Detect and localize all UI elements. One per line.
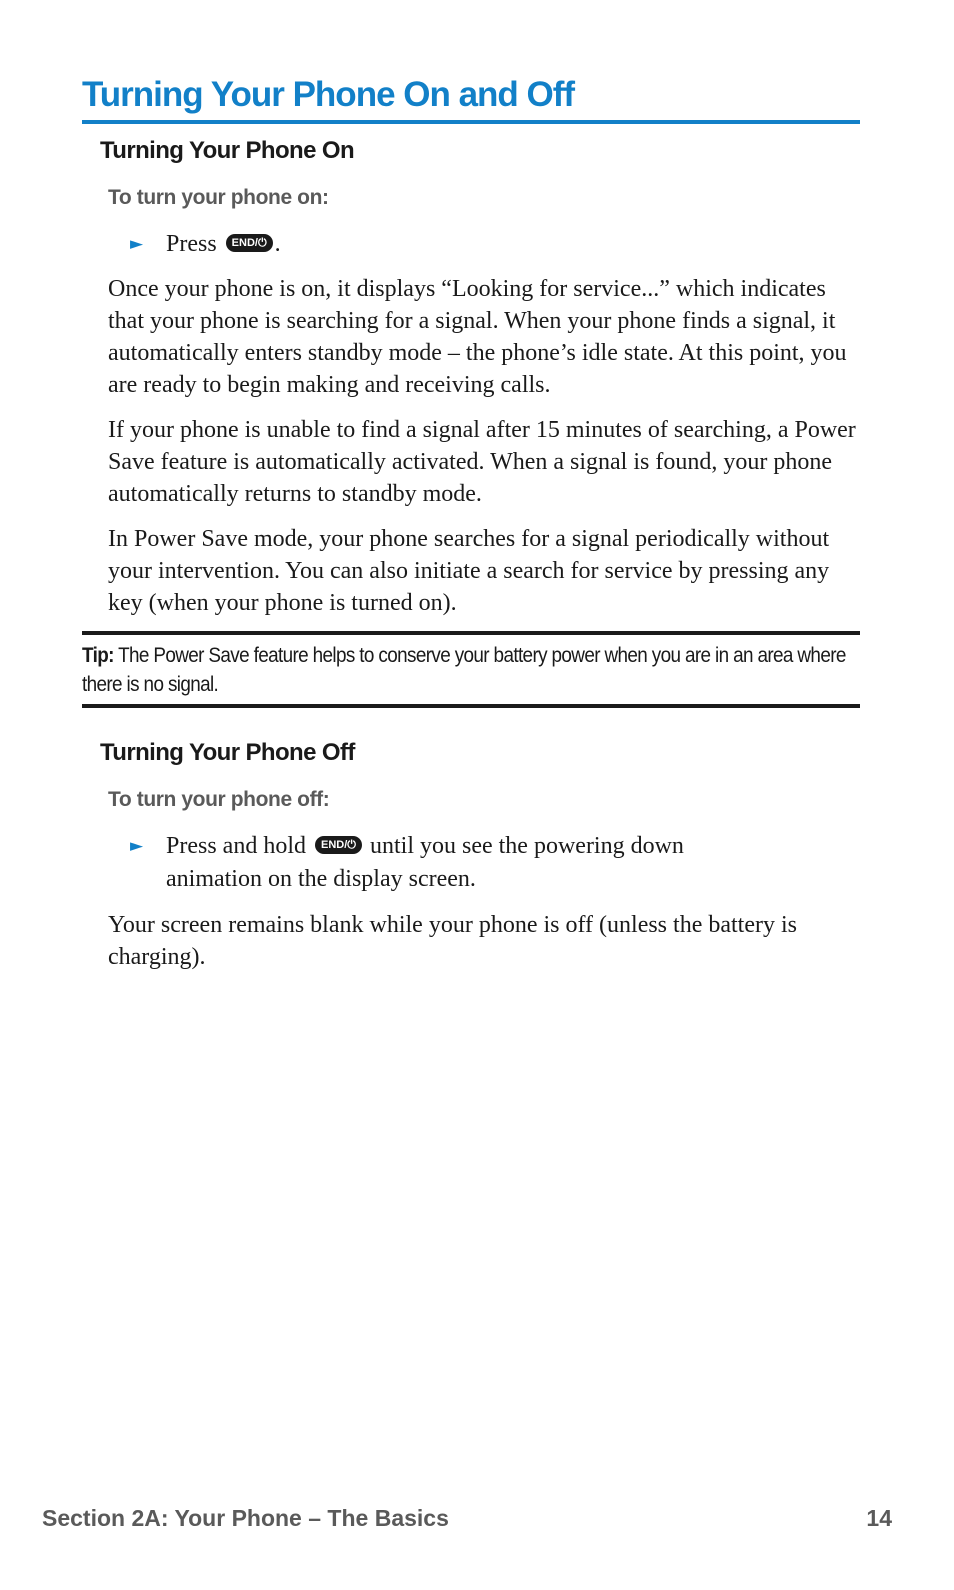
bullet-arrow-icon: ► (130, 836, 144, 856)
step-label-off: To turn your phone off: (108, 788, 330, 811)
bullet-text-before: Press (166, 231, 217, 257)
paragraph-looking-for-service: Once your phone is on, it displays “Looking for service...” which indicates that your phone is searching for a signal. When your phone finds a signal, it automatically enters standby mode – the phone’s idle state. At this point, you are ready to begin making and receiving calls. (108, 276, 847, 398)
section-heading-off: Turning Your Phone Off (100, 739, 355, 766)
section-heading-on: Turning Your Phone On (100, 137, 355, 164)
bullet-text (166, 228, 850, 261)
tip-body: The Power Save feature helps to conserve your battery power when you are in an area where there is no signal. (82, 644, 846, 696)
step-label-on: To turn your phone on: (108, 186, 329, 209)
bullet-text-after: . (274, 231, 281, 257)
paragraph-power-save-mode: In Power Save mode, your phone searches for a signal periodically without your intervention. You can also initiate a search for service by pressing any key (when your phone is turned on). (108, 526, 830, 616)
bullet-step-on (130, 228, 850, 261)
bullet-arrow-icon: ► (130, 234, 144, 254)
tip-box (82, 631, 860, 708)
paragraph-screen-blank: Your screen remains blank while your phone is off (unless the battery is charging). (108, 912, 797, 970)
end-key-icon: END/⏻ (315, 836, 362, 854)
end-key-icon: END/⏻ (226, 234, 273, 252)
tip-label: Tip: (82, 644, 114, 667)
bullet-text (166, 830, 770, 896)
footer-section-label: Section 2A: Your Phone – The Basics (42, 1505, 449, 1531)
bullet-text-before: Press and hold (166, 833, 306, 859)
bullet-text-after: until you see the powering down animation on the display screen. (166, 833, 684, 892)
page-title: Turning Your Phone On and Off (82, 72, 860, 124)
tip-text (82, 641, 856, 699)
paragraph-power-save-activation: If your phone is unable to find a signal after 15 minutes of searching, a Power Save feature is automatically activated. When a signal is found, your phone automatically returns to standby mode. (108, 417, 856, 507)
bullet-step-off (130, 830, 770, 896)
page-number: 14 (866, 1505, 892, 1531)
